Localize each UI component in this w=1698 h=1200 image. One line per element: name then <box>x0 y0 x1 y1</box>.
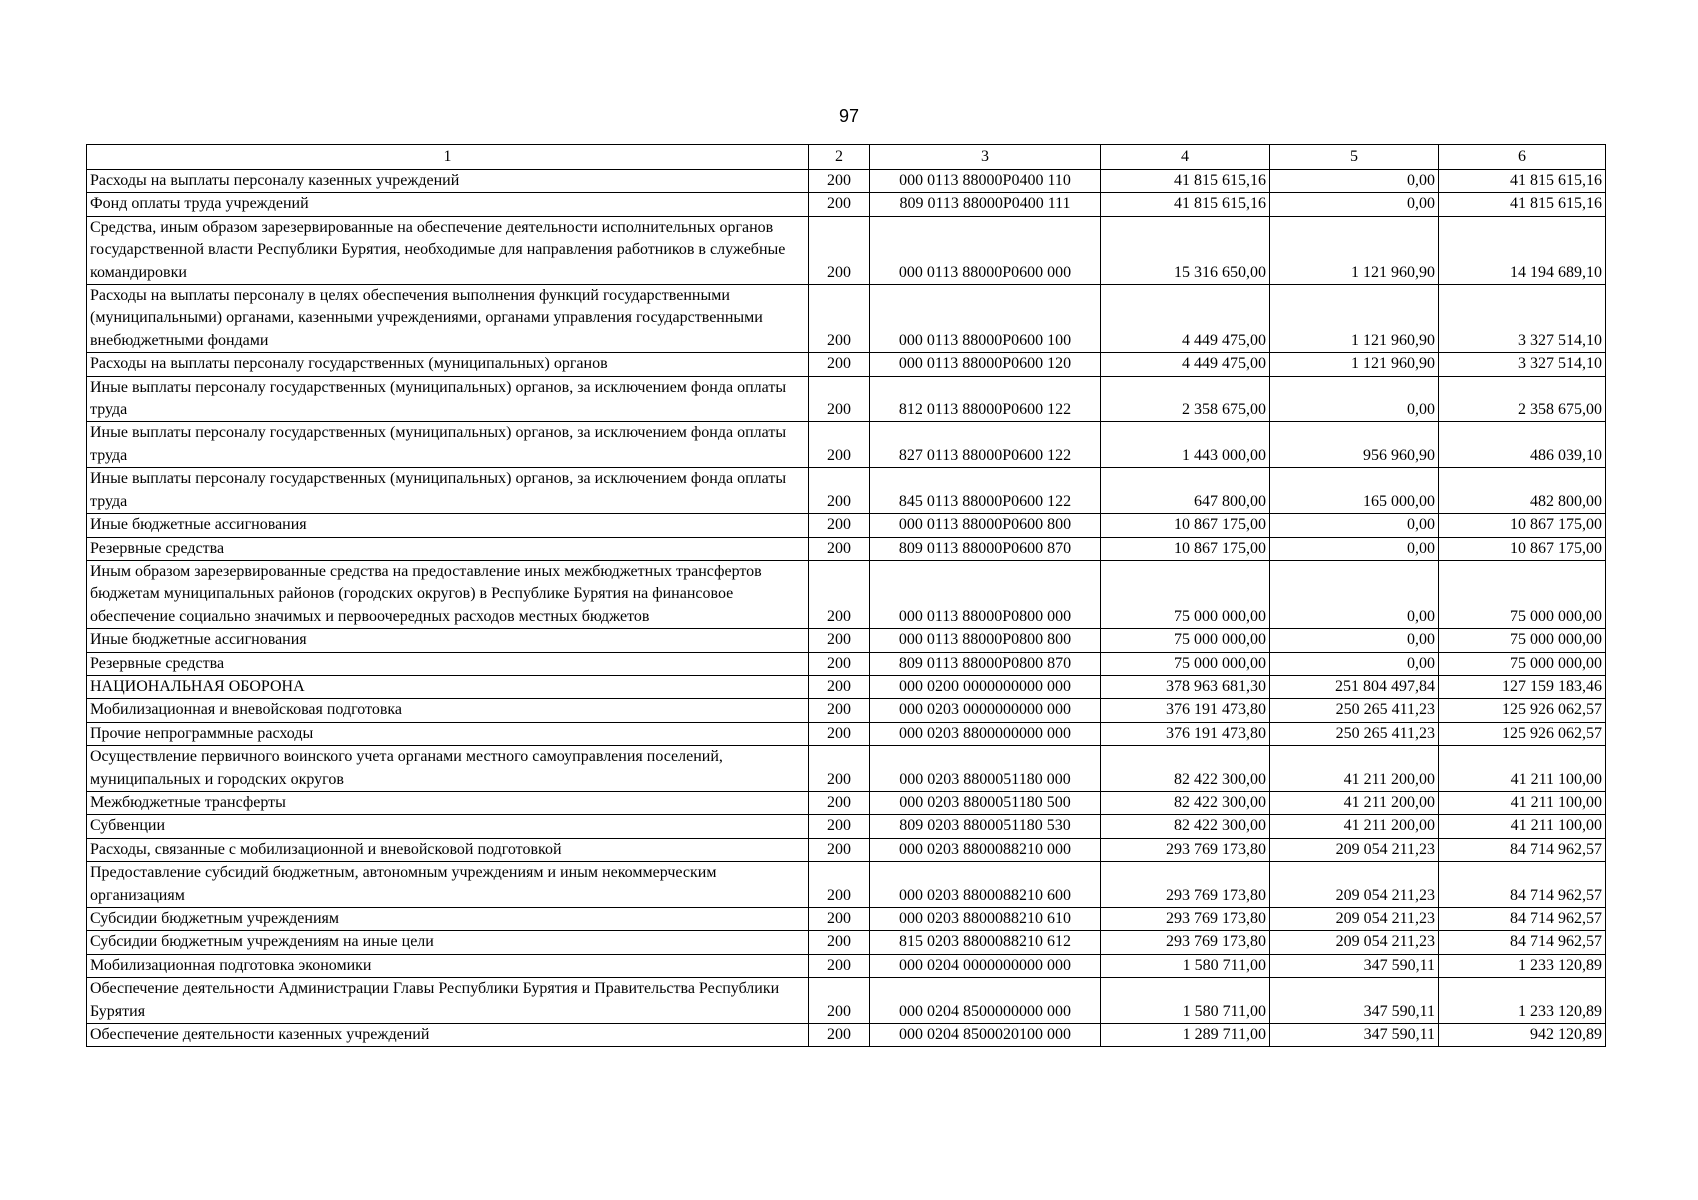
cell-unexecuted-amount: 41 211 100,00 <box>1439 815 1606 838</box>
table-row <box>87 216 1606 284</box>
cell-unexecuted-amount: 1 233 120,89 <box>1439 954 1606 977</box>
cell-unexecuted-amount: 84 714 962,57 <box>1439 838 1606 861</box>
cell-unexecuted-amount: 2 358 675,00 <box>1439 376 1606 422</box>
cell-approved-amount: 293 769 173,80 <box>1101 862 1270 908</box>
cell-budget-classification-code: 000 0113 88000Р0400 110 <box>870 170 1101 193</box>
cell-name: Мобилизационная подготовка экономики <box>87 954 809 977</box>
cell-budget-classification-code: 000 0113 88000Р0800 000 <box>870 560 1101 628</box>
cell-executed-amount: 165 000,00 <box>1270 468 1439 514</box>
cell-approved-amount: 82 422 300,00 <box>1101 815 1270 838</box>
cell-approved-amount: 293 769 173,80 <box>1101 838 1270 861</box>
cell-executed-amount: 1 121 960,90 <box>1270 353 1439 376</box>
cell-executed-amount: 251 804 497,84 <box>1270 675 1439 698</box>
cell-unexecuted-amount: 84 714 962,57 <box>1439 931 1606 954</box>
table-header-row <box>87 145 1606 170</box>
table-row <box>87 978 1606 1024</box>
cell-unexecuted-amount: 75 000 000,00 <box>1439 560 1606 628</box>
cell-line-code: 200 <box>809 1024 870 1047</box>
cell-executed-amount: 41 211 200,00 <box>1270 791 1439 814</box>
cell-approved-amount: 293 769 173,80 <box>1101 931 1270 954</box>
cell-approved-amount: 75 000 000,00 <box>1101 560 1270 628</box>
cell-budget-classification-code: 000 0113 88000Р0600 120 <box>870 353 1101 376</box>
cell-name: Иные бюджетные ассигнования <box>87 514 809 537</box>
cell-unexecuted-amount: 75 000 000,00 <box>1439 652 1606 675</box>
cell-line-code: 200 <box>809 978 870 1024</box>
cell-unexecuted-amount: 125 926 062,57 <box>1439 722 1606 745</box>
cell-unexecuted-amount: 41 815 615,16 <box>1439 193 1606 216</box>
table-row <box>87 422 1606 468</box>
cell-name: Расходы на выплаты персоналу казенных учреждений <box>87 170 809 193</box>
cell-name: Прочие непрограммные расходы <box>87 722 809 745</box>
cell-executed-amount: 209 054 211,23 <box>1270 908 1439 931</box>
cell-line-code: 200 <box>809 699 870 722</box>
cell-approved-amount: 1 289 711,00 <box>1101 1024 1270 1047</box>
cell-budget-classification-code: 000 0203 8800088210 610 <box>870 908 1101 931</box>
table-row <box>87 931 1606 954</box>
cell-name: Обеспечение деятельности казенных учреждений <box>87 1024 809 1047</box>
table-row <box>87 908 1606 931</box>
cell-name: Предоставление субсидий бюджетным, автономным учреждениям и иным некоммерческим организациям <box>87 862 809 908</box>
cell-line-code: 200 <box>809 537 870 560</box>
cell-name: Резервные средства <box>87 537 809 560</box>
cell-line-code: 200 <box>809 791 870 814</box>
cell-name: Иные выплаты персоналу государственных (муниципальных) органов, за исключением фонда оплаты труда <box>87 376 809 422</box>
header-cell-code: 2 <box>809 145 870 170</box>
cell-name: Расходы, связанные с мобилизационной и вневойсковой подготовкой <box>87 838 809 861</box>
cell-executed-amount: 347 590,11 <box>1270 978 1439 1024</box>
cell-name: Субвенции <box>87 815 809 838</box>
cell-unexecuted-amount: 486 039,10 <box>1439 422 1606 468</box>
cell-name: Расходы на выплаты персоналу в целях обеспечения выполнения функций государственными (муниципальными) органами, казенными учреждениями, органами управления государственными внебюджетными фондами <box>87 285 809 353</box>
page-number: 97 <box>838 106 860 126</box>
cell-unexecuted-amount: 75 000 000,00 <box>1439 629 1606 652</box>
table-row <box>87 675 1606 698</box>
cell-line-code: 200 <box>809 652 870 675</box>
cell-unexecuted-amount: 10 867 175,00 <box>1439 537 1606 560</box>
table-row <box>87 722 1606 745</box>
cell-line-code: 200 <box>809 675 870 698</box>
cell-approved-amount: 1 580 711,00 <box>1101 954 1270 977</box>
cell-approved-amount: 378 963 681,30 <box>1101 675 1270 698</box>
cell-unexecuted-amount: 125 926 062,57 <box>1439 699 1606 722</box>
cell-approved-amount: 82 422 300,00 <box>1101 791 1270 814</box>
table-row <box>87 170 1606 193</box>
header-cell-kbk: 3 <box>870 145 1101 170</box>
cell-executed-amount: 0,00 <box>1270 652 1439 675</box>
cell-unexecuted-amount: 41 815 615,16 <box>1439 170 1606 193</box>
table-row <box>87 353 1606 376</box>
cell-unexecuted-amount: 3 327 514,10 <box>1439 285 1606 353</box>
table-row <box>87 815 1606 838</box>
cell-budget-classification-code: 812 0113 88000Р0600 122 <box>870 376 1101 422</box>
cell-budget-classification-code: 000 0203 8800088210 600 <box>870 862 1101 908</box>
cell-line-code: 200 <box>809 560 870 628</box>
cell-approved-amount: 75 000 000,00 <box>1101 629 1270 652</box>
cell-approved-amount: 10 867 175,00 <box>1101 514 1270 537</box>
header-cell-executed: 5 <box>1270 145 1439 170</box>
cell-executed-amount: 1 121 960,90 <box>1270 285 1439 353</box>
cell-approved-amount: 75 000 000,00 <box>1101 652 1270 675</box>
cell-executed-amount: 347 590,11 <box>1270 954 1439 977</box>
cell-name: Обеспечение деятельности Администрации Главы Республики Бурятия и Правительства Республики Бурятия <box>87 978 809 1024</box>
header-cell-name: 1 <box>87 145 809 170</box>
cell-approved-amount: 647 800,00 <box>1101 468 1270 514</box>
cell-line-code: 200 <box>809 954 870 977</box>
cell-budget-classification-code: 000 0113 88000Р0600 800 <box>870 514 1101 537</box>
cell-executed-amount: 0,00 <box>1270 560 1439 628</box>
cell-unexecuted-amount: 1 233 120,89 <box>1439 978 1606 1024</box>
cell-executed-amount: 250 265 411,23 <box>1270 699 1439 722</box>
cell-name: Иные выплаты персоналу государственных (муниципальных) органов, за исключением фонда оплаты труда <box>87 468 809 514</box>
table-row <box>87 514 1606 537</box>
cell-executed-amount: 41 211 200,00 <box>1270 746 1439 792</box>
table-row <box>87 652 1606 675</box>
cell-line-code: 200 <box>809 746 870 792</box>
cell-executed-amount: 0,00 <box>1270 514 1439 537</box>
cell-approved-amount: 2 358 675,00 <box>1101 376 1270 422</box>
cell-approved-amount: 4 449 475,00 <box>1101 285 1270 353</box>
cell-approved-amount: 15 316 650,00 <box>1101 216 1270 284</box>
cell-line-code: 200 <box>809 838 870 861</box>
cell-name: Резервные средства <box>87 652 809 675</box>
cell-unexecuted-amount: 482 800,00 <box>1439 468 1606 514</box>
cell-line-code: 200 <box>809 862 870 908</box>
cell-executed-amount: 1 121 960,90 <box>1270 216 1439 284</box>
cell-approved-amount: 1 443 000,00 <box>1101 422 1270 468</box>
table-row <box>87 791 1606 814</box>
table-row <box>87 285 1606 353</box>
cell-budget-classification-code: 000 0204 8500000000 000 <box>870 978 1101 1024</box>
table-row <box>87 1024 1606 1047</box>
cell-executed-amount: 956 960,90 <box>1270 422 1439 468</box>
table-row <box>87 537 1606 560</box>
cell-budget-classification-code: 000 0200 0000000000 000 <box>870 675 1101 698</box>
cell-name: Межбюджетные трансферты <box>87 791 809 814</box>
cell-executed-amount: 209 054 211,23 <box>1270 838 1439 861</box>
cell-name: Расходы на выплаты персоналу государственных (муниципальных) органов <box>87 353 809 376</box>
table-row <box>87 376 1606 422</box>
cell-budget-classification-code: 809 0113 88000Р0600 870 <box>870 537 1101 560</box>
cell-unexecuted-amount: 3 327 514,10 <box>1439 353 1606 376</box>
cell-line-code: 200 <box>809 629 870 652</box>
header-cell-unexecuted: 6 <box>1439 145 1606 170</box>
cell-budget-classification-code: 000 0113 88000Р0600 000 <box>870 216 1101 284</box>
cell-line-code: 200 <box>809 908 870 931</box>
cell-name: Иные бюджетные ассигнования <box>87 629 809 652</box>
cell-approved-amount: 82 422 300,00 <box>1101 746 1270 792</box>
cell-budget-classification-code: 827 0113 88000Р0600 122 <box>870 422 1101 468</box>
cell-executed-amount: 347 590,11 <box>1270 1024 1439 1047</box>
cell-budget-classification-code: 815 0203 8800088210 612 <box>870 931 1101 954</box>
cell-name: Субсидии бюджетным учреждениям на иные цели <box>87 931 809 954</box>
cell-approved-amount: 1 580 711,00 <box>1101 978 1270 1024</box>
table-row <box>87 954 1606 977</box>
cell-line-code: 200 <box>809 170 870 193</box>
cell-line-code: 200 <box>809 353 870 376</box>
cell-executed-amount: 0,00 <box>1270 376 1439 422</box>
cell-budget-classification-code: 000 0203 8800051180 500 <box>870 791 1101 814</box>
cell-budget-classification-code: 000 0204 0000000000 000 <box>870 954 1101 977</box>
cell-budget-classification-code: 000 0203 8800051180 000 <box>870 746 1101 792</box>
cell-unexecuted-amount: 10 867 175,00 <box>1439 514 1606 537</box>
cell-executed-amount: 0,00 <box>1270 170 1439 193</box>
cell-unexecuted-amount: 84 714 962,57 <box>1439 908 1606 931</box>
cell-line-code: 200 <box>809 815 870 838</box>
cell-budget-classification-code: 000 0113 88000Р0600 100 <box>870 285 1101 353</box>
table-row <box>87 560 1606 628</box>
cell-line-code: 200 <box>809 193 870 216</box>
cell-budget-classification-code: 000 0203 8800088210 000 <box>870 838 1101 861</box>
cell-unexecuted-amount: 41 211 100,00 <box>1439 746 1606 792</box>
cell-line-code: 200 <box>809 722 870 745</box>
cell-line-code: 200 <box>809 468 870 514</box>
cell-executed-amount: 41 211 200,00 <box>1270 815 1439 838</box>
cell-line-code: 200 <box>809 285 870 353</box>
cell-line-code: 200 <box>809 514 870 537</box>
cell-unexecuted-amount: 14 194 689,10 <box>1439 216 1606 284</box>
cell-budget-classification-code: 845 0113 88000Р0600 122 <box>870 468 1101 514</box>
table-row <box>87 629 1606 652</box>
table-row <box>87 193 1606 216</box>
cell-executed-amount: 0,00 <box>1270 537 1439 560</box>
table-row <box>87 468 1606 514</box>
table-row <box>87 862 1606 908</box>
cell-approved-amount: 41 815 615,16 <box>1101 193 1270 216</box>
cell-unexecuted-amount: 41 211 100,00 <box>1439 791 1606 814</box>
cell-name: Мобилизационная и вневойсковая подготовка <box>87 699 809 722</box>
table-row <box>87 746 1606 792</box>
cell-budget-classification-code: 809 0203 8800051180 530 <box>870 815 1101 838</box>
cell-line-code: 200 <box>809 931 870 954</box>
header-cell-approved: 4 <box>1101 145 1270 170</box>
cell-name: НАЦИОНАЛЬНАЯ ОБОРОНА <box>87 675 809 698</box>
cell-line-code: 200 <box>809 216 870 284</box>
cell-name: Осуществление первичного воинского учета органами местного самоуправления поселений, муниципальных и городских округов <box>87 746 809 792</box>
cell-name: Фонд оплаты труда учреждений <box>87 193 809 216</box>
cell-unexecuted-amount: 127 159 183,46 <box>1439 675 1606 698</box>
cell-budget-classification-code: 000 0113 88000Р0800 800 <box>870 629 1101 652</box>
cell-budget-classification-code: 809 0113 88000Р0800 870 <box>870 652 1101 675</box>
cell-approved-amount: 376 191 473,80 <box>1101 722 1270 745</box>
budget-execution-table <box>86 144 1606 1047</box>
cell-budget-classification-code: 000 0203 0000000000 000 <box>870 699 1101 722</box>
cell-approved-amount: 10 867 175,00 <box>1101 537 1270 560</box>
cell-name: Средства, иным образом зарезервированные на обеспечение деятельности исполнительных органов государственной власти Республики Бурятия, необходимые для направления работников в служебные командировки <box>87 216 809 284</box>
cell-approved-amount: 293 769 173,80 <box>1101 908 1270 931</box>
cell-budget-classification-code: 000 0203 8800000000 000 <box>870 722 1101 745</box>
cell-executed-amount: 0,00 <box>1270 193 1439 216</box>
cell-approved-amount: 4 449 475,00 <box>1101 353 1270 376</box>
cell-line-code: 200 <box>809 422 870 468</box>
cell-approved-amount: 376 191 473,80 <box>1101 699 1270 722</box>
cell-budget-classification-code: 000 0204 8500020100 000 <box>870 1024 1101 1047</box>
cell-unexecuted-amount: 942 120,89 <box>1439 1024 1606 1047</box>
table-row <box>87 699 1606 722</box>
cell-approved-amount: 41 815 615,16 <box>1101 170 1270 193</box>
table-row <box>87 838 1606 861</box>
cell-unexecuted-amount: 84 714 962,57 <box>1439 862 1606 908</box>
cell-executed-amount: 209 054 211,23 <box>1270 931 1439 954</box>
cell-name: Иные выплаты персоналу государственных (муниципальных) органов, за исключением фонда оплаты труда <box>87 422 809 468</box>
cell-executed-amount: 209 054 211,23 <box>1270 862 1439 908</box>
cell-budget-classification-code: 809 0113 88000Р0400 111 <box>870 193 1101 216</box>
cell-executed-amount: 0,00 <box>1270 629 1439 652</box>
cell-executed-amount: 250 265 411,23 <box>1270 722 1439 745</box>
cell-name: Субсидии бюджетным учреждениям <box>87 908 809 931</box>
cell-name: Иным образом зарезервированные средства на предоставление иных межбюджетных трансфертов бюджетам муниципальных районов (городских округов) в Республике Бурятия на финансовое обеспечение социально значимых и первоочередных расходов местных бюджетов <box>87 560 809 628</box>
cell-line-code: 200 <box>809 376 870 422</box>
